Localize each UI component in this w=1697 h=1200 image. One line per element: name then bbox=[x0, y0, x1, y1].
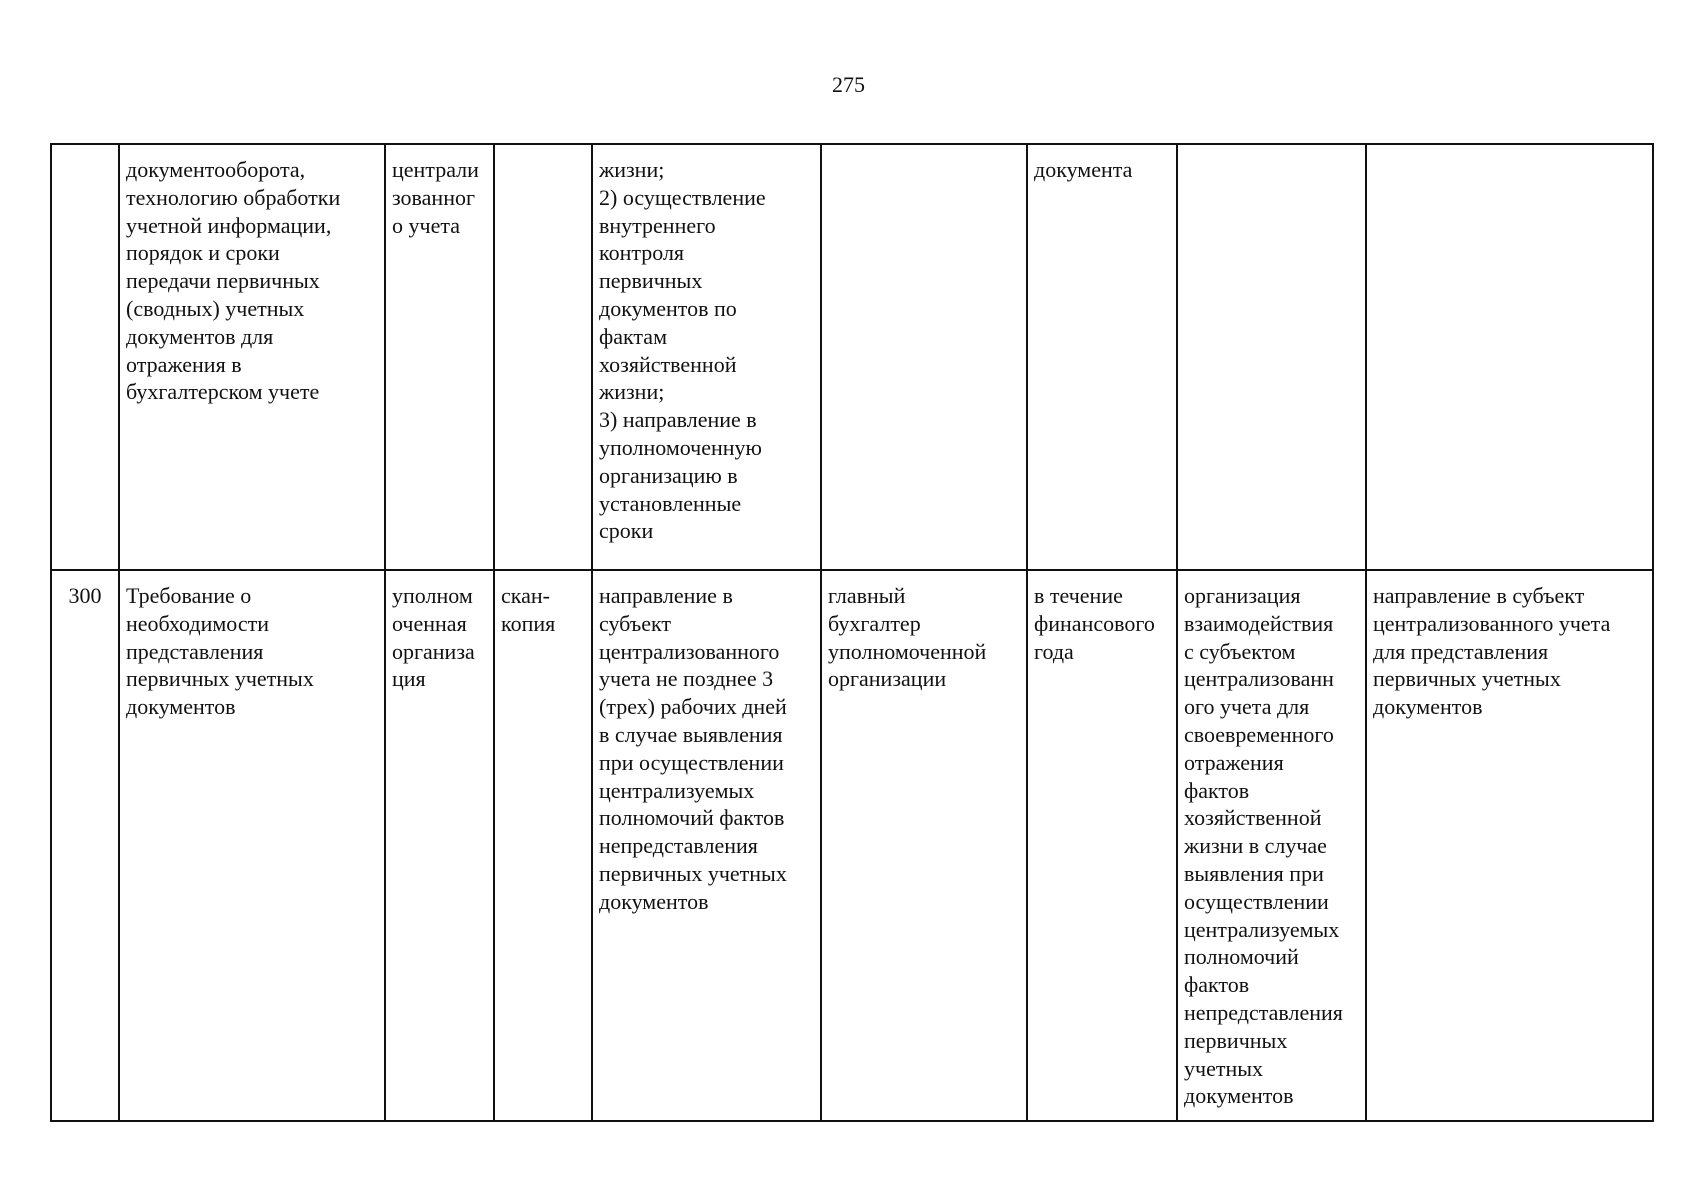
purpose-cell: организация взаимодействия с субъектом централизованн ого учета для своевременного отражения фактов хозяйственной жизни в случае выявления при осуществлении централизуемых полномочий фактов непредставления первичных учетных документов bbox=[1177, 570, 1366, 1121]
document-name-cell: документооборота, технологию обработки учетной информации, порядок и сроки передачи первичных (сводных) учетных документов для отражения в бухгалтерском учете bbox=[119, 144, 385, 570]
actions-cell: направление в субъект централизованного учета не позднее 3 (трех) рабочих дней в случае выявления при осуществлении централизуемых полномочий фактов непредставления первичных учетных документов bbox=[592, 570, 821, 1121]
next-step-cell bbox=[1366, 144, 1653, 570]
deadline-cell: документа bbox=[1027, 144, 1177, 570]
document-table bbox=[50, 143, 1654, 1122]
row-number-cell: 300 bbox=[51, 570, 119, 1121]
actions-cell: жизни; 2) осуществление внутреннего контроля первичных документов по фактам хозяйственной жизни; 3) направление в уполномоченную организацию в установленные сроки bbox=[592, 144, 821, 570]
row-number-cell bbox=[51, 144, 119, 570]
page-number: 275 bbox=[832, 72, 865, 97]
table-row bbox=[51, 570, 1653, 1121]
next-step-cell: направление в субъект централизованного учета для представления первичных учетных документов bbox=[1366, 570, 1653, 1121]
creator-cell: централи зованног о учета bbox=[385, 144, 494, 570]
purpose-cell bbox=[1177, 144, 1366, 570]
table-row bbox=[51, 144, 1653, 570]
form-cell: скан- копия bbox=[494, 570, 592, 1121]
responsible-cell: главный бухгалтер уполномоченной организации bbox=[821, 570, 1027, 1121]
creator-cell: уполном оченная организа ция bbox=[385, 570, 494, 1121]
form-cell bbox=[494, 144, 592, 570]
document-name-cell: Требование о необходимости представления первичных учетных документов bbox=[119, 570, 385, 1121]
deadline-cell: в течение финансового года bbox=[1027, 570, 1177, 1121]
responsible-cell bbox=[821, 144, 1027, 570]
